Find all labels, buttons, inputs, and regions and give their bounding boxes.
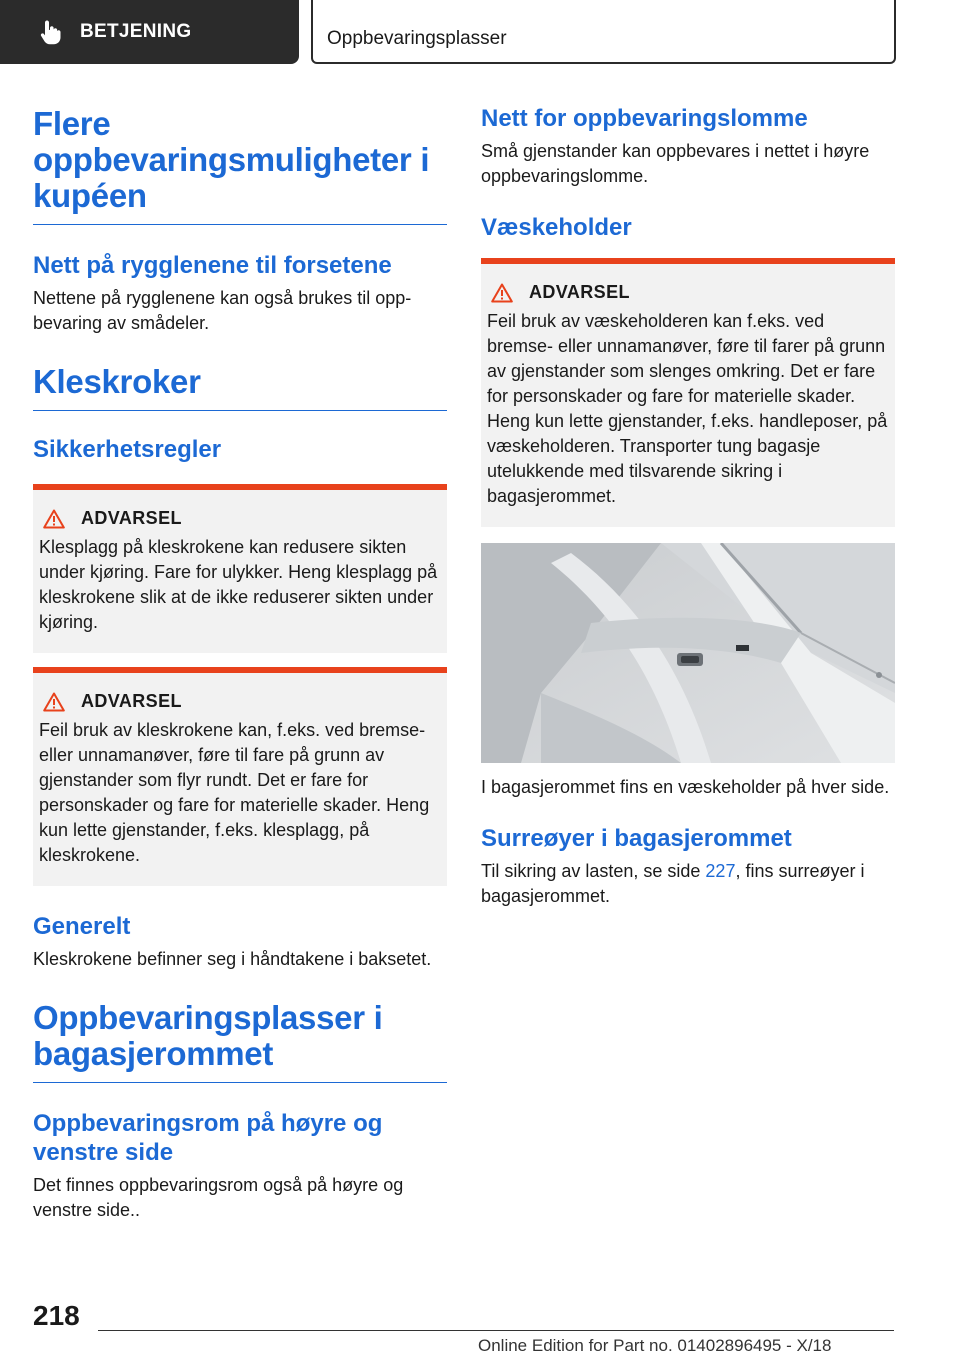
page-reference-link[interactable]: 227 <box>705 861 736 881</box>
heading-fluid-holder: Væskeholder <box>481 214 632 241</box>
warning-label: ADVARSEL <box>529 282 630 302</box>
heading-seatback-nets: Nett på rygglenene til forsetene <box>33 252 392 279</box>
photo-caption: I bagasjerommet fins en væskeholder på hver side. <box>481 777 890 797</box>
warning-text: Feil bruk av væskeholderen kan f.eks. ved bremse- eller unnamanøver, føre til farer på grunn av gjenstander som slenges omkring. Det er fare for personskader og fare for materielle skader. Heng kun lette gjenstander, f.eks. handleposer, på væskeholderen. Transporter tung bagasje utelukkende med tilsvarende sikring i bagasjerommet. <box>487 311 888 506</box>
warning-box-visibility <box>33 484 447 653</box>
paragraph-general: Kleskrokene befinner seg i håndtakene i baksetet. <box>33 949 432 969</box>
heading-safety-rules: Sikkerhetsregler <box>33 436 222 463</box>
heading-rule <box>33 1082 447 1083</box>
heading-more-storage: Flere oppbevaringsmuligheter i kupéen <box>33 105 430 214</box>
warning-triangle-icon <box>43 509 65 529</box>
heading-storage-net: Nett for oppbevaringslomme <box>481 105 808 132</box>
warning-label: ADVARSEL <box>81 508 182 528</box>
warning-text: Feil bruk av kleskrokene kan, f.eks. ved bremse- eller unnamanøver, føre til fare på grunn av gjenstander som flyr rundt. Det er fare for personskader og fare for materielle skader. Heng kun lette gjenstander, f.eks. klesplagg, på kleskrokene. <box>39 720 430 865</box>
hand-pointer-icon <box>40 19 62 45</box>
heading-luggage-storage: Oppbevaringsplasser i bagasjerommet <box>33 999 383 1072</box>
paragraph-seatback-nets: Nettene på rygglenene kan også brukes til oppbevaring av smådeler. <box>33 288 412 333</box>
heading-general: Generelt <box>33 913 131 940</box>
footer-rule <box>98 1330 894 1331</box>
warning-triangle-icon <box>43 692 65 712</box>
chapter-label: BETJENING <box>80 21 192 42</box>
paragraph-lashing-eyes: Til sikring av lasten, se side 227, fins surreøyer i bagasjerommet. <box>481 861 865 906</box>
warning-box-fluid-holder <box>481 258 895 527</box>
heading-lashing-eyes: Surreøyer i bagasjerommet <box>481 825 792 852</box>
right-column <box>481 104 895 909</box>
section-title: Oppbevaringsplasser <box>311 0 896 64</box>
heading-rule <box>33 224 447 225</box>
left-column <box>33 106 447 1223</box>
warning-text: Klesplagg på kleskrokene kan redusere sikten under kjøring. Fare for ulykker. Heng klesplagg på kleskrokene slik at de ikke reduserer sikten under kjøring. <box>39 537 438 632</box>
page-number: 218 <box>33 1300 80 1331</box>
warning-label: ADVARSEL <box>81 691 182 711</box>
heading-side-compartments: Oppbevaringsrom på høyre og venstre side <box>33 1110 383 1166</box>
warning-box-loose-objects <box>33 667 447 886</box>
paragraph-side-compartments: Det finnes oppbevaringsrom også på høyre og venstre side.. <box>33 1175 404 1220</box>
edition-info: Online Edition for Part no. 01402896495 - X/18 <box>478 1336 832 1355</box>
heading-coat-hooks: Kleskroker <box>33 363 201 400</box>
chapter-tab <box>0 0 299 64</box>
warning-triangle-icon <box>491 283 513 303</box>
paragraph-storage-net: Små gjenstander kan oppbevares i nettet i høyre oppbevaringslomme. <box>481 141 870 186</box>
heading-rule <box>33 410 447 411</box>
luggage-compartment-photo <box>481 543 895 763</box>
